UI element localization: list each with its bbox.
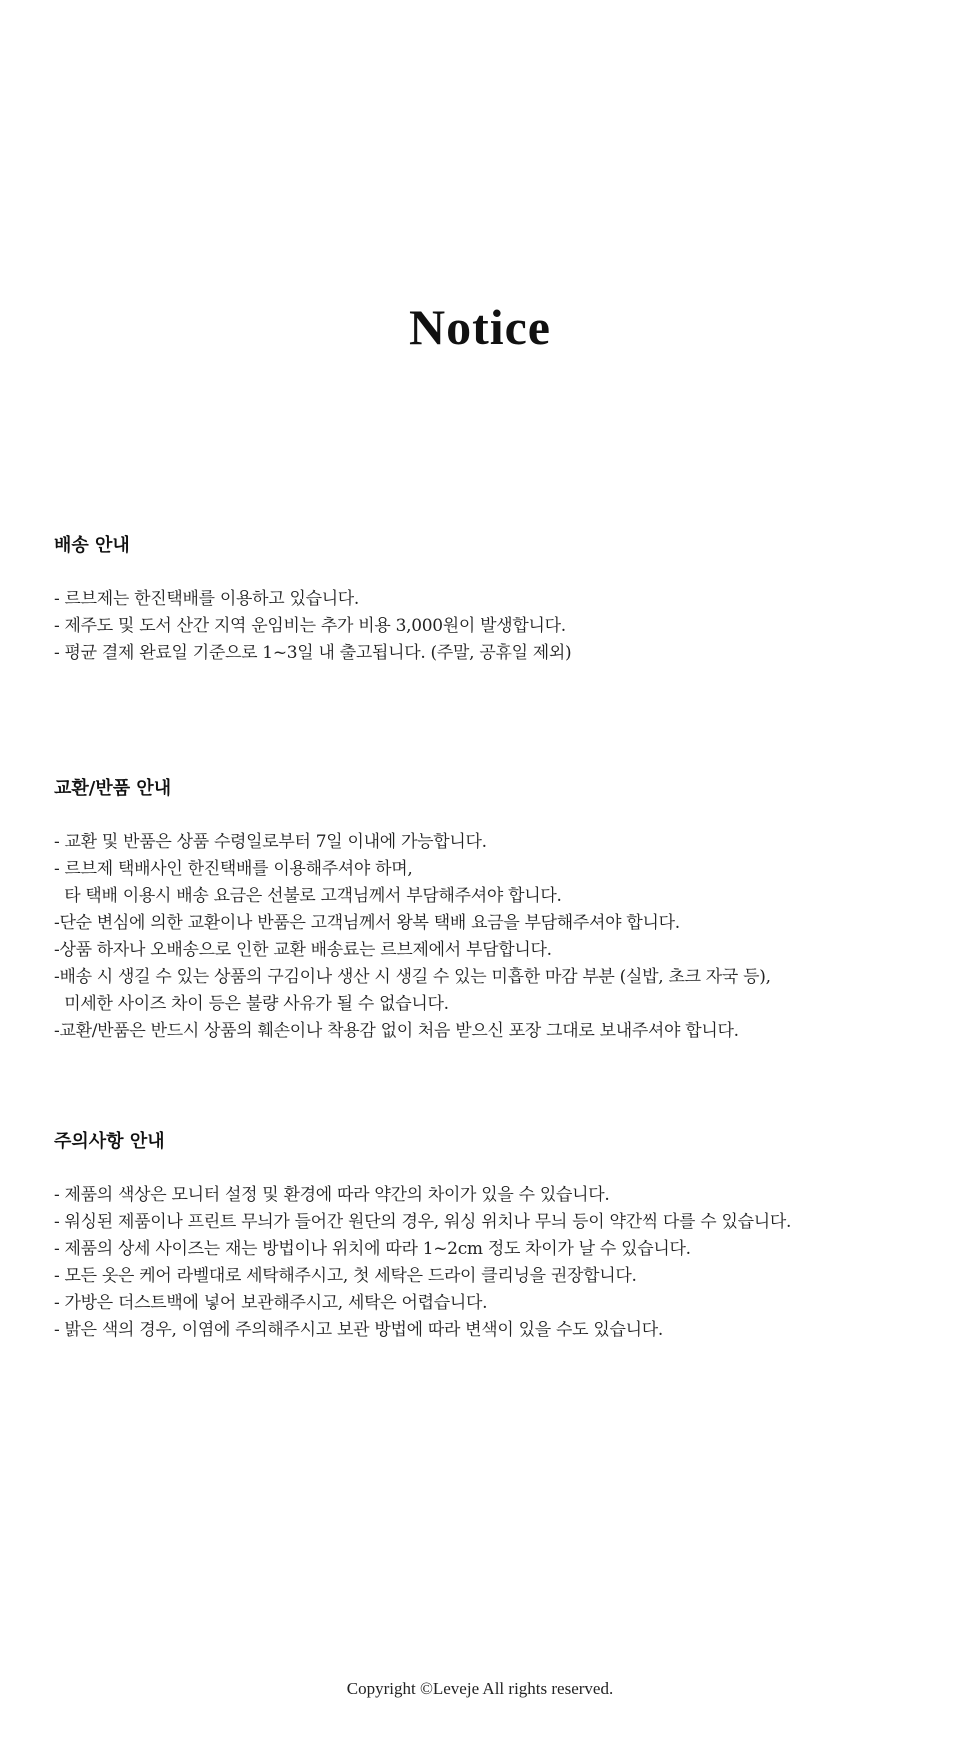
shipping-info-section: [54, 532, 934, 667]
shipping-info-line: - 제주도 및 도서 산간 지역 운임비는 추가 비용 3,000원이 발생합니다.: [54, 616, 566, 636]
exchange-return-line: -배송 시 생길 수 있는 상품의 구김이나 생산 시 생길 수 있는 미흡한 마감 부분 (실밥, 초크 자국 등),: [54, 967, 771, 987]
exchange-return-line: -교환/반품은 반드시 상품의 훼손이나 착용감 없이 처음 받으신 포장 그대로 보내주셔야 합니다.: [54, 1021, 739, 1041]
shipping-info-heading: 배송 안내: [54, 535, 130, 556]
exchange-return-section: [54, 775, 934, 1045]
caution-section: [54, 1128, 934, 1344]
exchange-return-line: 타 택배 이용시 배송 요금은 선불로 고객님께서 부담해주셔야 합니다.: [54, 886, 562, 906]
exchange-return-line: -단순 변심에 의한 교환이나 반품은 고객님께서 왕복 택배 요금을 부담해주셔야 합니다.: [54, 913, 680, 933]
caution-line: - 가방은 더스트백에 넣어 보관해주시고, 세탁은 어렵습니다.: [54, 1293, 488, 1313]
caution-line: - 제품의 색상은 모니터 설정 및 환경에 따라 약간의 차이가 있을 수 있습니다.: [54, 1185, 610, 1205]
caution-line: - 워싱된 제품이나 프린트 무늬가 들어간 원단의 경우, 워싱 위치나 무늬 등이 약간씩 다를 수 있습니다.: [54, 1212, 792, 1232]
exchange-return-heading: 교환/반품 안내: [54, 778, 172, 799]
exchange-return-list: [54, 829, 934, 1045]
caution-list: [54, 1182, 934, 1344]
caution-line: - 제품의 상세 사이즈는 재는 방법이나 위치에 따라 1~2cm 정도 차이가 날 수 있습니다.: [54, 1239, 691, 1259]
caution-line: - 밝은 색의 경우, 이염에 주의해주시고 보관 방법에 따라 변색이 있을 수도 있습니다.: [54, 1320, 663, 1340]
exchange-return-line: - 교환 및 반품은 상품 수령일로부터 7일 이내에 가능합니다.: [54, 832, 487, 852]
shipping-info-line: - 르브제는 한진택배를 이용하고 있습니다.: [54, 589, 360, 609]
shipping-info-line: - 평균 결제 완료일 기준으로 1~3일 내 출고됩니다. (주말, 공휴일 제외): [54, 643, 572, 663]
caution-heading: 주의사항 안내: [54, 1131, 165, 1152]
exchange-return-line: - 르브제 택배사인 한진택배를 이용해주셔야 하며,: [54, 859, 413, 879]
page-title: Notice: [408, 298, 552, 355]
copyright-footer: Copyright ©Leveje All rights reserved.: [346, 1679, 614, 1698]
caution-line: - 모든 옷은 케어 라벨대로 세탁해주시고, 첫 세탁은 드라이 클리닝을 권장합니다.: [54, 1266, 637, 1286]
shipping-info-list: [54, 586, 934, 667]
exchange-return-line: 미세한 사이즈 차이 등은 불량 사유가 될 수 없습니다.: [54, 994, 449, 1014]
exchange-return-line: -상품 하자나 오배송으로 인한 교환 배송료는 르브제에서 부담합니다.: [54, 940, 552, 960]
